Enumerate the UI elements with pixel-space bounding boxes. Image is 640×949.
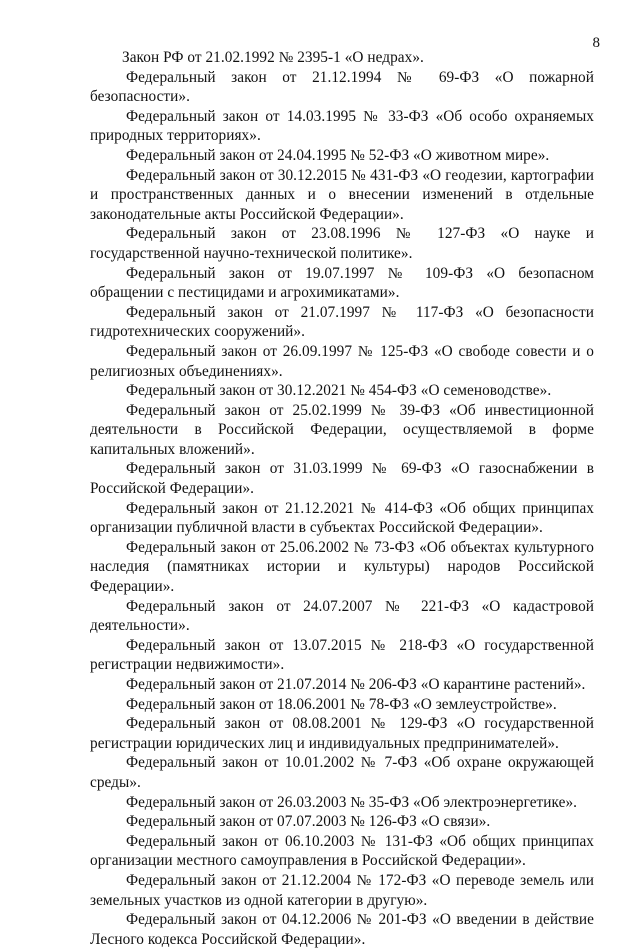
law-item: Федеральный закон от 21.12.2021 № 414-ФЗ «Об общих принципах организации публичной власти в субъектах Российской Федерации». [90,499,594,537]
law-item: Федеральный закон от 21.12.2004 № 172-ФЗ «О переводе земель или земельных участков из одной категории в другую». [90,871,594,909]
page-number: 8 [592,35,600,51]
law-item: Федеральный закон от 14.03.1995 № 33-ФЗ «Об особо охраняемых природных территориях». [90,107,594,145]
law-item: Федеральный закон от 31.03.1999 № 69-ФЗ «О газоснабжении в Российской Федерации». [90,460,594,498]
law-item: Федеральный закон от 04.12.2006 № 201-ФЗ «О введении в действие Лесного кодекса Российской Федерации». [90,911,594,948]
law-list [90,48,594,949]
law-item: Федеральный закон от 26.03.2003 № 35-ФЗ «Об электроэнергетике». [126,793,578,811]
law-item: Федеральный закон от 24.07.2007 № 221-ФЗ «О кадастровой деятельности». [90,597,594,635]
law-item: Федеральный закон от 21.07.2014 № 206-ФЗ «О карантине растений». [126,676,586,693]
law-item: Федеральный закон от 19.07.1997 № 109-ФЗ «О безопасном обращении с пестицидами и агрохимикатами». [90,264,594,302]
law-item: Федеральный закон от 24.04.1995 № 52-ФЗ «О животном мире». [126,146,550,164]
law-item: Федеральный закон от 07.07.2003 № 126-ФЗ «О связи». [126,813,491,831]
law-item: Федеральный закон от 10.01.2002 № 7-ФЗ «Об охране окружающей среды». [90,754,594,791]
law-item: Федеральный закон от 25.06.2002 № 73-ФЗ «Об объектах культурного наследия (памятниках истории и культуры) народов Российской Федерации». [90,538,594,596]
law-item: Федеральный закон от 30.12.2015 № 431-ФЗ «О геодезии, картографии и пространственных данных и о внесении изменений в отдельные законодательные акты Российской Федерации». [90,166,594,223]
law-item: Федеральный закон от 18.06.2001 № 78-ФЗ «О землеустройстве». [126,695,557,713]
law-item: Федеральный закон от 21.07.1997 № 117-ФЗ «О безопасности гидротехнических сооружений». [90,303,594,341]
law-item: Федеральный закон от 21.12.1994 № 69-ФЗ «О пожарной безопасности». [90,68,594,106]
law-item: Закон РФ от 21.02.1992 № 2395-1 «О недрах». [122,49,424,66]
law-item: Федеральный закон от 23.08.1996 № 127-ФЗ «О науке и государственной научно-технической политике». [90,225,594,262]
law-item: Федеральный закон от 08.08.2001 № 129-ФЗ «О государственной регистрации юридических лиц и индивидуальных предпринимателей». [90,715,594,752]
law-item: Федеральный закон от 25.02.1999 № 39-ФЗ «Об инвестиционной деятельности в Российской Федерации, осуществляемой в форме капитальных вложений». [90,401,594,458]
law-item: Федеральный закон от 06.10.2003 № 131-ФЗ «Об общих принципах организации местного самоуправления в Российской Федерации». [90,832,594,870]
law-item: Федеральный закон от 13.07.2015 № 218-ФЗ «О государственной регистрации недвижимости». [90,636,594,674]
law-item: Федеральный закон от 30.12.2021 № 454-ФЗ «О семеноводстве». [126,382,552,400]
law-item: Федеральный закон от 26.09.1997 № 125-ФЗ «О свободе совести и о религиозных объединениях». [90,342,594,380]
